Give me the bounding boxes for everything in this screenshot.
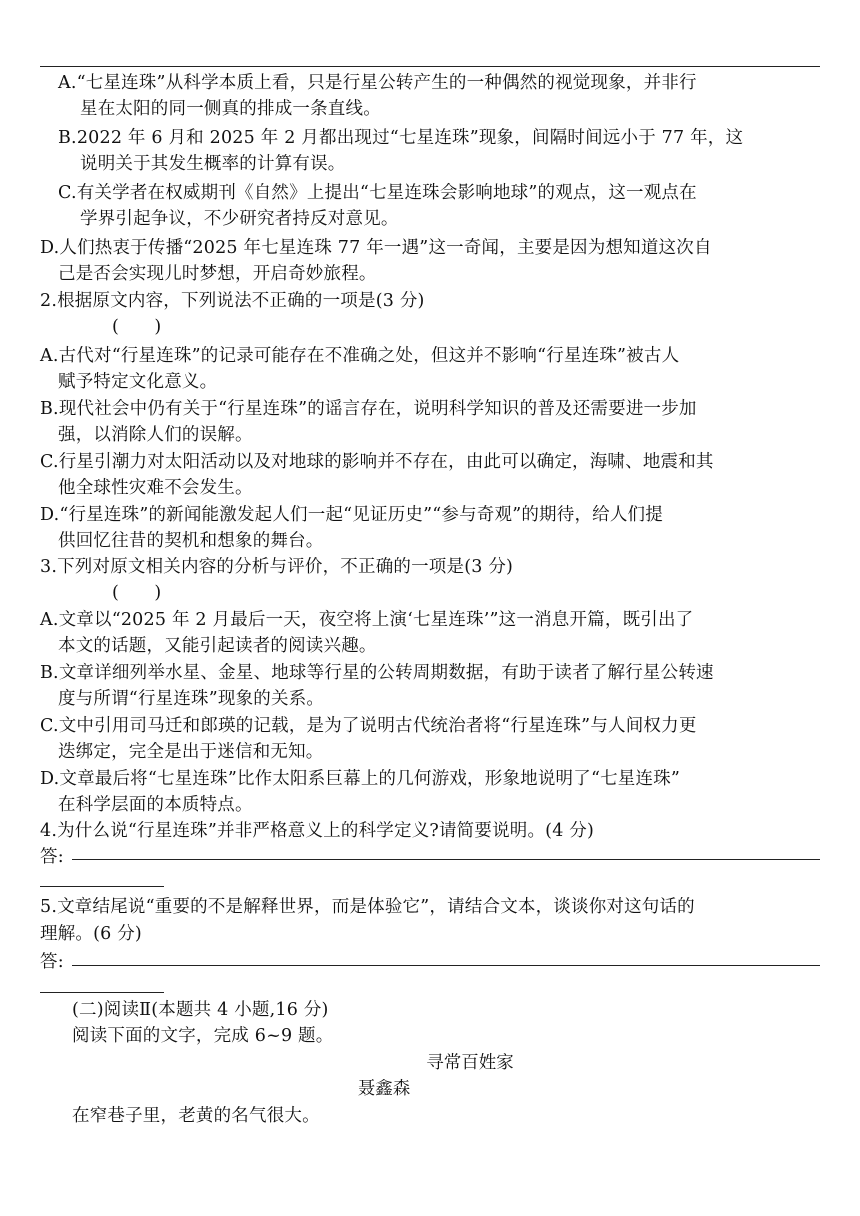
q2-option-c-line1: C.行星引潮力对太阳活动以及对地球的影响并不存在，由此可以确定，海啸、地震和其 xyxy=(40,452,714,472)
q4-answer-line-continued[interactable] xyxy=(40,886,164,887)
article-title xyxy=(0,1050,860,1076)
article-first-line: 在窄巷子里，老黄的名气很大。 xyxy=(72,1106,320,1126)
q2-option-d-line2: 供回忆往昔的契机和想象的舞台。 xyxy=(58,531,324,551)
q3-option-a-line1: A.文章以“2025 年 2 月最后一天，夜空将上演‘七星连珠’”这一消息开篇，既引出了 xyxy=(40,610,694,630)
section-instruction: 阅读下面的文字，完成 6~9 题。 xyxy=(72,1026,334,1046)
q2-option-b-line2: 强，以消除人们的误解。 xyxy=(58,425,253,445)
q5-stem-line1: 5.文章结尾说“重要的不是解释世界，而是体验它”，请结合文本，谈谈你对这句话的 xyxy=(40,897,695,917)
q3-option-d-line2: 在科学层面的本质特点。 xyxy=(58,795,253,815)
q3-option-b-line2: 度与所谓“行星连珠”现象的关系。 xyxy=(58,689,325,709)
q5-answer-line[interactable] xyxy=(72,965,820,966)
top-divider xyxy=(40,66,820,67)
q1-option-d-line1: D.人们热衷于传播“2025 年七星连珠 77 年一遇”这一奇闻，主要是因为想知道这次自 xyxy=(40,238,712,258)
q2-answer-paren: ( ) xyxy=(112,317,162,337)
q5-answer-line-continued[interactable] xyxy=(40,992,164,993)
q4-stem: 4.为什么说“行星连珠”并非严格意义上的科学定义?请简要说明。(4 分) xyxy=(40,821,595,841)
q2-option-a-line1: A.古代对“行星连珠”的记录可能存在不准确之处，但这并不影响“行星连珠”被古人 xyxy=(40,346,680,366)
q1-option-a-line2: 星在太阳的同一侧真的排成一条直线。 xyxy=(80,99,381,119)
q3-answer-paren: ( ) xyxy=(112,583,162,603)
q2-option-b-line1: B.现代社会中仍有关于“行星连珠”的谣言存在，说明科学知识的普及还需要进一步加 xyxy=(40,399,697,419)
article-author xyxy=(0,1076,860,1102)
section-heading: (二)阅读Ⅱ(本题共 4 小题,16 分) xyxy=(72,1000,329,1020)
q1-option-c-line2: 学界引起争议，不少研究者持反对意见。 xyxy=(80,209,399,229)
q5-stem-line2: 理解。(6 分) xyxy=(40,924,142,944)
q2-stem: 2.根据原文内容，下列说法不正确的一项是(3 分) xyxy=(40,291,425,311)
q3-option-c-line2: 迭绑定，完全是出于迷信和无知。 xyxy=(58,742,324,762)
q1-option-b-line1: B.2022 年 6 月和 2025 年 2 月都出现过“七星连珠”现象，间隔时间远小于 77 年，这 xyxy=(58,128,744,148)
q4-answer-line[interactable] xyxy=(72,859,820,860)
q2-option-d-line1: D.“行星连珠”的新闻能激发起人们一起“见证历史”“参与奇观”的期待，给人们提 xyxy=(40,505,663,525)
q3-option-a-line2: 本文的话题，又能引起读者的阅读兴趣。 xyxy=(58,636,377,656)
q3-stem: 3.下列对原文相关内容的分析与评价，不正确的一项是(3 分) xyxy=(40,557,514,577)
q3-option-c-line1: C.文中引用司马迁和郎瑛的记载，是为了说明古代统治者将“行星连珠”与人间权力更 xyxy=(40,716,697,736)
q3-option-d-line1: D.文章最后将“七星连珠”比作太阳系巨幕上的几何游戏，形象地说明了“七星连珠” xyxy=(40,769,681,789)
article-author-text: 聂鑫森 xyxy=(357,1079,411,1099)
q3-option-b-line1: B.文章详细列举水星、金星、地球等行星的公转周期数据，有助于读者了解行星公转速 xyxy=(40,663,714,683)
article-title-text: 寻常百姓家 xyxy=(426,1053,514,1073)
q1-option-a-line1: A.“七星连珠”从科学本质上看，只是行星公转产生的一种偶然的视觉现象，并非行 xyxy=(58,73,697,93)
q5-answer-label: 答: xyxy=(40,952,64,972)
q4-answer-label: 答: xyxy=(40,847,64,867)
q1-option-b-line2: 说明关于其发生概率的计算有误。 xyxy=(80,154,346,174)
q1-option-c-line1: C.有关学者在权威期刊《自然》上提出“七星连珠会影响地球”的观点，这一观点在 xyxy=(58,183,697,203)
q1-option-d-line2: 己是否会实现儿时梦想，开启奇妙旅程。 xyxy=(58,264,377,284)
q2-option-c-line2: 他全球性灾难不会发生。 xyxy=(58,478,253,498)
q2-option-a-line2: 赋予特定文化意义。 xyxy=(58,372,218,392)
